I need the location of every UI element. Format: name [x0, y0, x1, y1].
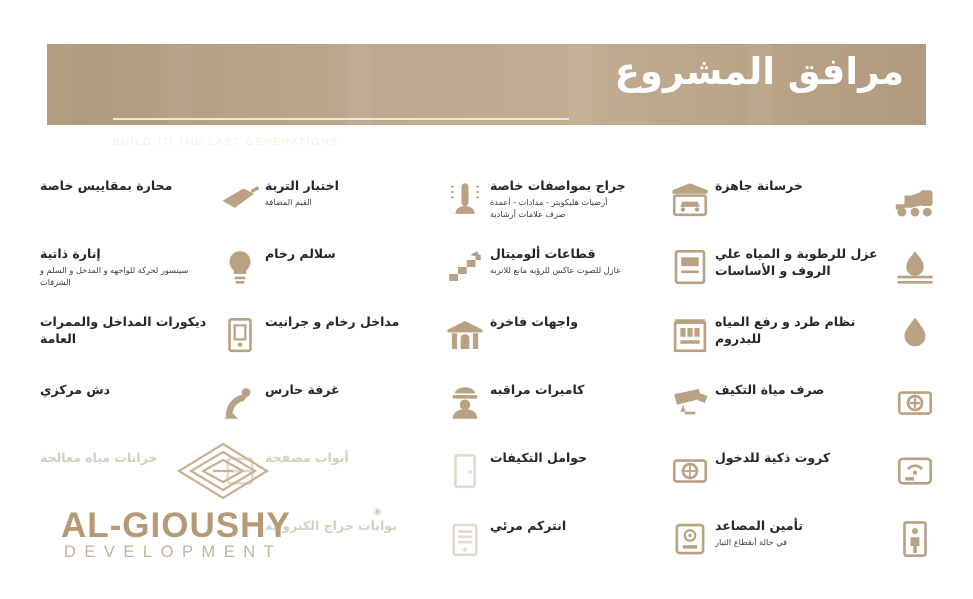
feature-item — [265, 510, 490, 578]
feature-item — [490, 374, 715, 442]
smart-lighting-bulb-icon — [217, 244, 263, 290]
feature-text — [40, 448, 209, 467]
armored-door-icon — [442, 448, 488, 494]
aluminium-window-icon — [667, 244, 713, 290]
feature-title: قطاعات ألوميتال — [490, 246, 596, 261]
feature-item — [715, 510, 940, 578]
feature-item — [490, 442, 715, 510]
feature-text — [715, 312, 884, 348]
header-divider — [113, 118, 569, 120]
water-drop-pump-icon — [892, 312, 938, 358]
feature-text — [265, 380, 434, 399]
logo-company-name: AL-GIOUSHY — [61, 506, 291, 545]
feature-item — [490, 238, 715, 306]
feature-subtitle: سينسور لحركة للواجهه و المدخل و السلم و الشرفات — [40, 264, 189, 287]
feature-title: سلالم رخام — [265, 246, 336, 261]
feature-text — [265, 244, 434, 263]
marble-stairs-icon — [442, 244, 488, 290]
page-header-banner — [47, 44, 926, 148]
cctv-camera-icon — [667, 380, 713, 426]
video-intercom-icon — [667, 516, 713, 562]
feature-title: حوامل التكيفات — [490, 450, 588, 465]
header-stripe — [567, 44, 593, 125]
garage-car-icon — [667, 176, 713, 222]
decor-frame-icon — [217, 312, 263, 358]
feature-title: ديكورات المداخل والممرات العامة — [40, 314, 207, 346]
satellite-dish-icon — [217, 380, 263, 426]
feature-text — [490, 380, 659, 399]
header-stripe — [47, 44, 73, 125]
marble-entrance-icon — [442, 312, 488, 358]
feature-item — [265, 442, 490, 510]
feature-text — [40, 244, 209, 289]
feature-text — [490, 516, 659, 535]
feature-title: خرسانة جاهزة — [715, 178, 803, 193]
feature-title: بوابات جراج الكترونية — [265, 518, 397, 533]
feature-text — [490, 176, 659, 221]
feature-text — [40, 380, 209, 399]
feature-item — [265, 306, 490, 374]
feature-title: عزل للرطوبة و المياه علي الروف و الأساسات — [715, 246, 878, 278]
electronic-garage-gate-icon — [442, 516, 488, 562]
header-stripe — [167, 44, 193, 125]
feature-text — [715, 380, 884, 399]
header-subtitle: BUILD TO THE LAST GENERATIONS — [113, 136, 339, 148]
water-tank-icon — [217, 448, 263, 494]
concrete-mixer-truck-icon — [892, 176, 938, 222]
feature-subtitle: القيم المضافة — [265, 196, 312, 207]
elevator-safety-icon — [892, 516, 938, 562]
guard-room-icon — [442, 380, 488, 426]
feature-title: تأمين المصاعد — [715, 518, 803, 533]
feature-text — [265, 176, 434, 209]
feature-title: غرفة حارس — [265, 382, 340, 397]
feature-title: اختبار التربة — [265, 178, 339, 193]
feature-item — [40, 442, 265, 510]
feature-item — [490, 510, 715, 578]
feature-title: صرف مياة التكيف — [715, 382, 825, 397]
feature-title: إنارة ذاتية — [40, 246, 101, 261]
feature-item — [715, 238, 940, 306]
feature-item — [490, 306, 715, 374]
feature-item — [265, 238, 490, 306]
feature-text — [490, 312, 659, 331]
trowel-plaster-icon — [217, 176, 263, 222]
ac-bracket-icon — [667, 448, 713, 494]
logo-tagline: DEVELOPMENT — [64, 543, 283, 561]
feature-title: نظام طرد و رفع المياه للبدروم — [715, 314, 856, 346]
feature-item — [40, 374, 265, 442]
ac-drain-icon — [892, 380, 938, 426]
feature-title: جراج بمواصفات خاصة — [490, 178, 626, 193]
feature-item — [40, 170, 265, 238]
feature-title: خزانات مياه معالجة — [40, 450, 158, 465]
feature-subtitle: أرضيات هليكوبتر - مدادات - أعمدة صرف علامات أرشادية — [490, 196, 608, 219]
feature-item — [265, 374, 490, 442]
header-stripe — [347, 44, 373, 125]
feature-title: دش مركزي — [40, 382, 111, 397]
feature-item — [715, 306, 940, 374]
feature-text — [265, 312, 434, 331]
smart-access-card-icon — [892, 448, 938, 494]
feature-text — [490, 244, 659, 277]
feature-title: مداخل رخام و جرانيت — [265, 314, 400, 329]
feature-item — [715, 442, 940, 510]
feature-text — [715, 176, 884, 195]
waterproofing-icon — [892, 244, 938, 290]
feature-text — [715, 516, 884, 549]
feature-item — [265, 170, 490, 238]
feature-text — [265, 448, 434, 467]
feature-text — [715, 448, 884, 467]
feature-title: كاميرات مراقبه — [490, 382, 585, 397]
feature-text — [40, 312, 209, 348]
feature-title: أبواب مصفحة — [265, 450, 349, 465]
feature-subtitle: عازل للصوت عاكس للرؤيه مانع للاتربه — [490, 264, 621, 275]
page-title: مرافق المشروع — [614, 50, 904, 93]
feature-item — [715, 170, 940, 238]
feature-title: كروت ذكية للدخول — [715, 450, 831, 465]
logo-registered-mark: ® — [373, 508, 382, 518]
feature-subtitle: في حالة أنقطاع التيار — [715, 536, 787, 547]
feature-title: محارة بمقاييس خاصة — [40, 178, 173, 193]
feature-text — [715, 244, 884, 280]
feature-title: انتركم مرئي — [490, 518, 567, 533]
feature-item — [490, 170, 715, 238]
soil-test-icon — [442, 176, 488, 222]
feature-item — [40, 306, 265, 374]
luxury-facade-icon — [667, 312, 713, 358]
feature-item — [40, 238, 265, 306]
feature-item — [715, 374, 940, 442]
features-grid — [40, 170, 940, 578]
feature-text — [40, 176, 209, 195]
feature-title: واجهات فاخرة — [490, 314, 578, 329]
feature-text — [490, 448, 659, 467]
feature-text — [265, 516, 434, 535]
